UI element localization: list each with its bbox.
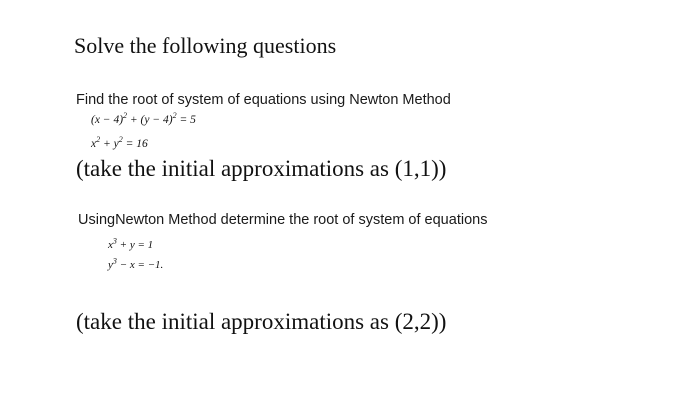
equation-term: y bbox=[108, 259, 113, 271]
question-2-note: (take the initial approximations as (2,2)) bbox=[76, 309, 447, 334]
equation-rhs: = 5 bbox=[176, 114, 196, 126]
question-1-note: (take the initial approximations as (1,1)) bbox=[76, 156, 447, 181]
equation-rhs: + y = 1 bbox=[116, 239, 154, 251]
equation-rhs: − x = −1. bbox=[116, 259, 164, 271]
question-2-equation-2 bbox=[108, 256, 164, 271]
question-1-prompt: Find the root of system of equations using Newton Method bbox=[76, 92, 451, 108]
equation-term: + y bbox=[100, 138, 119, 150]
equation-exponent: 2 bbox=[123, 111, 128, 121]
question-2-prompt: UsingNewton Method determine the root of system of equations bbox=[78, 212, 488, 228]
question-1-equation-1 bbox=[91, 111, 196, 126]
question-2-equation-1 bbox=[108, 236, 154, 251]
page-title: Solve the following questions bbox=[74, 33, 337, 58]
equation-exponent: 3 bbox=[112, 236, 117, 246]
equation-term: + (y − 4) bbox=[127, 114, 173, 126]
equation-term: (x − 4) bbox=[91, 114, 124, 126]
equation-term: x bbox=[91, 138, 97, 150]
equation-rhs: = 16 bbox=[122, 138, 148, 150]
equation-exponent: 2 bbox=[96, 135, 101, 145]
equation-term: x bbox=[108, 239, 113, 251]
equation-exponent: 3 bbox=[112, 256, 117, 266]
equation-exponent: 2 bbox=[172, 111, 177, 121]
equation-exponent: 2 bbox=[118, 135, 123, 145]
question-1-equation-2 bbox=[91, 135, 148, 150]
